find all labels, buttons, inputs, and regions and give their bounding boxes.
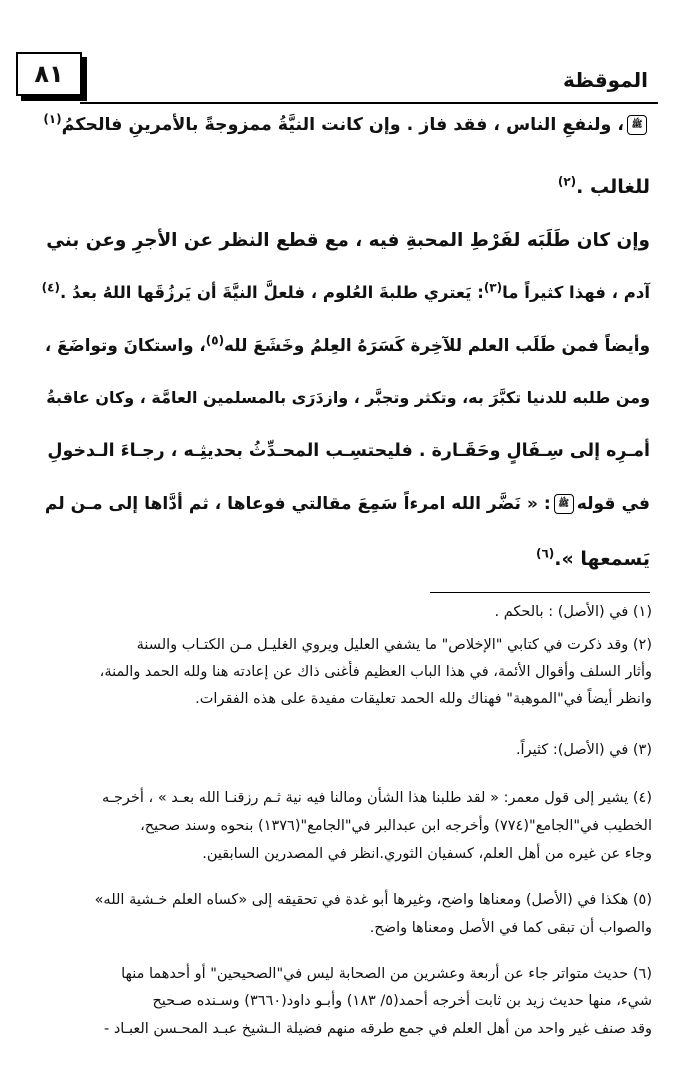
footnote-line: (٤) يشير إلى قول معمر: « لقد طلبنا هذا الشأن ومالنا فيه نية ثـم رزقنـا الله بعـد » ، أخرجـه <box>101 790 652 806</box>
pbuh-symbol-icon: ﷺ <box>627 115 647 135</box>
footnote-line: وقد صنف غير واحد من أهل العلم في جمع طرقه منهم فضيلة الـشيخ عبـد المحـسن العبـاد - <box>104 1021 652 1037</box>
body-text: وأيضاً فمن طَلَب العلم للآخِرة كَسَرَهُ العِلمُ وخَشَعَ لله <box>224 335 650 355</box>
body-text: وإن كان طَلَبَه لفَرْطِ المحبةِ فيه ، مع قطع النظر عن الأجرِ وعن بني <box>46 230 650 251</box>
body-text: للغالب . <box>576 176 650 198</box>
running-title: الموقظة <box>562 68 648 92</box>
page-number <box>16 52 82 96</box>
footnote-ref: (٦) <box>535 546 555 561</box>
page-number-text: ٨١ <box>34 60 64 88</box>
footnote-line: وأثار السلف وأقوال الأئمة، في هذا الباب العظيم فأغنى ذاك عن إعادته هنا ولله الحمد والمنة، <box>99 664 652 680</box>
footnote-line: وجاء عن غيره من أهل العلم، كسفيان الثوري.انظر في المصدرين السابقين. <box>202 846 652 862</box>
body-line <box>34 112 650 135</box>
pbuh-symbol-icon: ﷺ <box>554 494 574 514</box>
hadith-quote: يَسمعها ». <box>554 548 650 570</box>
body-text: ومن طلبه للدنيا تكبَّرَ به، وتكثر وتجبَّر ، وازدَرَى بالمسلمين العامَّة ، وكان عاقبةُ <box>46 388 650 407</box>
body-line <box>34 441 650 461</box>
footnote-rule <box>430 592 650 593</box>
body-text: ، واستكانَ وتواضَعَ ، <box>44 335 206 355</box>
footnote-line: (٣) في (الأصل): كثيراً. <box>515 742 652 758</box>
body-line <box>34 388 650 407</box>
footnote-line: الخطيب في"الجامع"(٧٧٤) وأخرجه ابن عبدالبر في"الجامع"(١٣٧٦) بنحوه وسند صحيح، <box>140 818 652 834</box>
body-line <box>34 230 650 251</box>
body-text: ، ولنفعِ الناس ، فقد فاز . وإن كانت النيَّةُ ممزوجةً بالأمرينِ فالحكمُ <box>61 115 624 135</box>
footnote-line: (٥) هكذا في (الأصل) ومعناها واضح، وغيرها أبو غدة في تحقيقه إلى «كساه العلم خـشية الله» <box>94 892 652 908</box>
footnote-line: (٢) وقد ذكرت في كتابي "الإخلاص" ما يشفي العليل ويروي الغليـل مـن الكتـاب والسنة <box>136 637 652 653</box>
body-line <box>34 494 650 514</box>
footnote-ref: (٤) <box>41 280 60 295</box>
footnote-ref: (٥) <box>205 333 225 348</box>
footnote-ref: (١) <box>43 112 62 127</box>
footnote-line: (١) في (الأصل) : بالحكم . <box>494 604 652 620</box>
body-line <box>34 335 650 355</box>
footnote-line: والصواب أن تبقى كما في الأصل ومعناها واضح. <box>369 920 652 936</box>
body-text: في قوله <box>576 494 650 514</box>
footnote-ref: (٣) <box>483 280 503 295</box>
footnote-ref: (٢) <box>557 174 577 189</box>
body-text: : يَعتري طلبةَ العُلوم ، فلعلَّ النيَّةَ أن يَرزُقَها اللهُ بعدُ . <box>59 283 484 302</box>
body-line <box>34 280 650 302</box>
header-rule <box>80 102 658 104</box>
body-line <box>34 176 650 198</box>
footnote-line: (٦) حديث متواتر جاء عن أربعة وعشرين من الصحابة ليس في"الصحيحين" أو أحدهما منها <box>121 966 652 982</box>
hadith-quote: : « نَضَّر الله امرءاً سَمِعَ مقالتي فوعاها ، ثم أدَّاها إلى مـن لم <box>44 494 551 514</box>
footnote-line: شيء، منها حديث زيد بن ثابت أخرجه أحمد(٥/ ١٨٣) وأبـو داود(٣٦٦٠) وسـنده صـحيح <box>152 993 652 1009</box>
body-text: أمـرِه إلى سِـفَالٍ وحَقَـارة . فليحتسِـب المحـدِّثُ بحديثِـه ، رجـاءَ الـدخولِ <box>47 441 650 461</box>
footnote-line: وانظر أيضاً في"الموهبة" فهناك ولله الحمد تعليقات مفيدة على هذه الفقرات. <box>195 691 652 707</box>
body-text: آدم ، فهذا كثيراً ما <box>502 283 650 302</box>
body-line <box>34 548 650 570</box>
